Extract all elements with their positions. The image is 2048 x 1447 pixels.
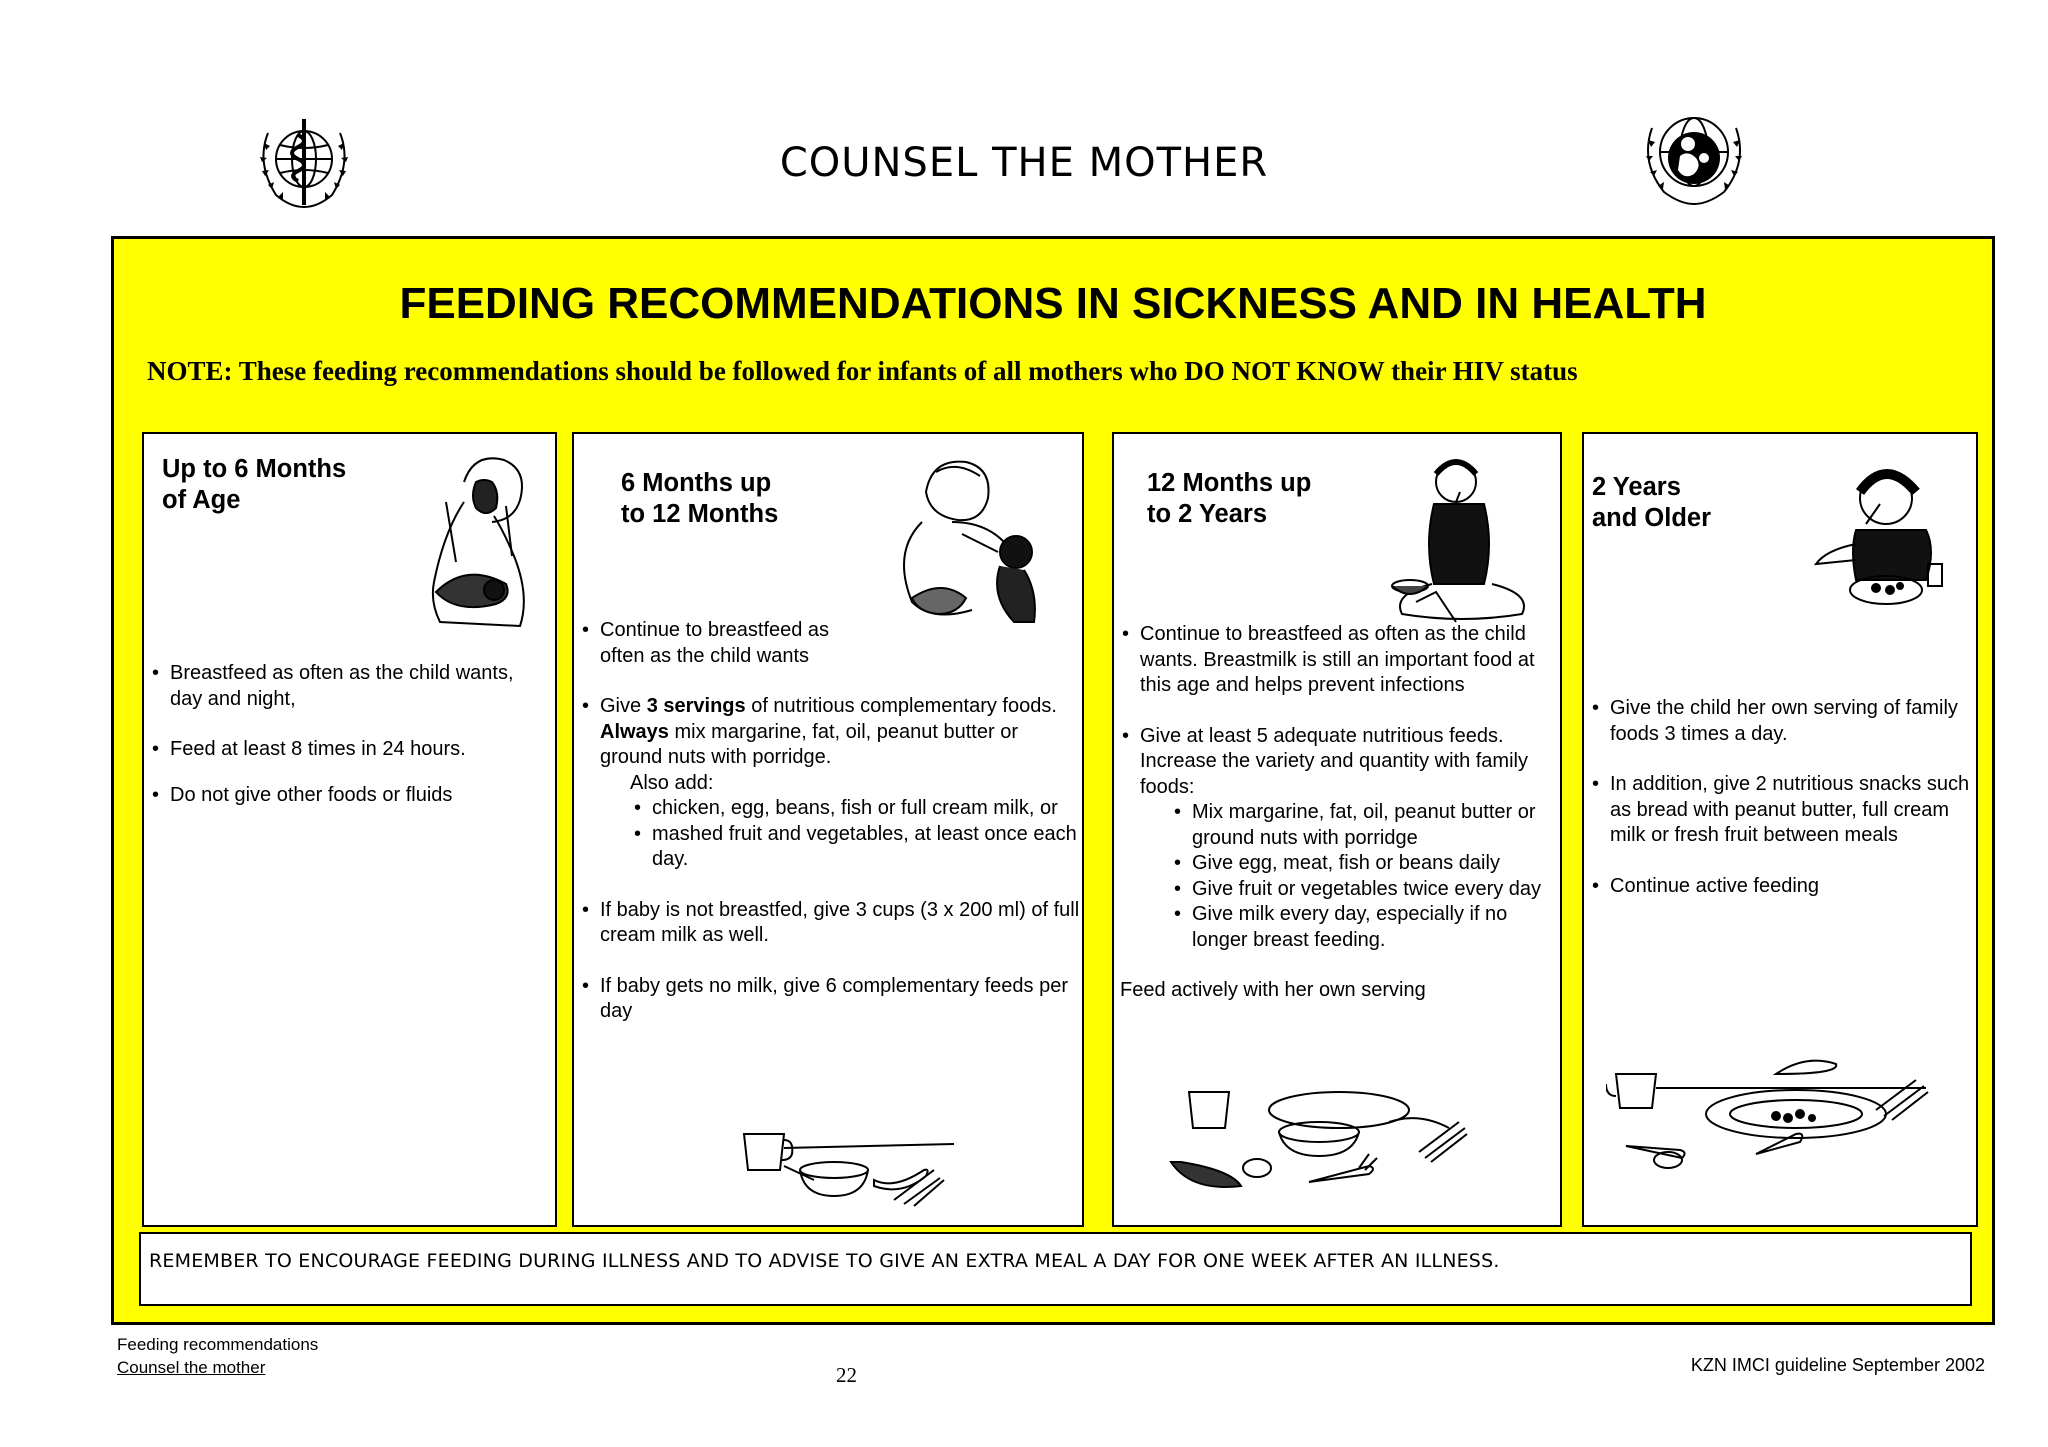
sub-list-item: • Mix margarine, fat, oil, peanut butter or ground nuts with porridge — [1172, 800, 1555, 851]
also-add-label: Also add: — [630, 771, 714, 794]
column-title-line: to 12 Months — [621, 500, 779, 528]
bold-text: Always — [600, 720, 669, 743]
text-run: mix margarine, fat, oil, peanut butter or ground nuts with porridge. — [600, 720, 1018, 768]
mother-breastfeeding-illustration — [406, 442, 536, 632]
column-title — [621, 468, 861, 530]
column-12-months-to-2-years — [1112, 432, 1562, 1227]
remember-text: REMEMBER TO ENCOURAGE FEEDING DURING ILLNESS AND TO ADVISE TO GIVE AN EXTRA MEAL A DAY FOR ONE WEEK AFTER AN ILLNESS. — [149, 1250, 1500, 1272]
sub-list-item: • Give egg, meat, fish or beans daily — [1172, 851, 1555, 877]
sub-list-item: • Give fruit or vegetables twice every day — [1172, 877, 1555, 903]
list-item: • Continue active feeding — [1590, 874, 1975, 900]
list-item: • If baby gets no milk, give 6 complementary feeds per day — [580, 974, 1080, 1025]
mother-spoon-feeding-illustration — [892, 452, 1052, 632]
plate-cup-vegetables-illustration — [1169, 1082, 1499, 1202]
unicef-emblem-icon — [1636, 106, 1752, 210]
list-item: • Continue to breastfeed as often as the child wants — [580, 618, 870, 669]
column-title — [1592, 472, 1832, 534]
column-title-line: Up to 6 Months — [162, 455, 347, 483]
text-run: Give at least 5 adequate nutritious feeds. Increase the variety and quantity with family foods: — [1140, 724, 1528, 798]
list-item: • Give the child her own serving of family foods 3 times a day. — [1590, 696, 1975, 747]
child-eating-own-plate-illustration — [1806, 464, 1966, 624]
bold-text: 3 servings — [646, 695, 746, 717]
column-2-years-and-older — [1582, 432, 1978, 1227]
list-item: • Continue to breastfeed as often as the child wants. Breastmilk is still an important food at this age and helps prevent infections — [1120, 622, 1555, 699]
family-meal-illustration — [1606, 1054, 1961, 1194]
column-title-line: of Age — [162, 486, 241, 514]
column-text — [1120, 622, 1555, 1004]
feeding-recommendations-panel — [111, 236, 1995, 1325]
hiv-status-note: NOTE: These feeding recommendations should be followed for infants of all mothers who DO NOT KNOW their HIV status — [147, 356, 1578, 386]
list-item: • Breastfeed as often as the child wants, day and night, — [150, 661, 550, 712]
column-title — [162, 454, 402, 516]
text-run: Give — [600, 695, 647, 717]
column-title-line: 2 Years — [1592, 473, 1681, 501]
footer-guideline-label: KZN IMCI guideline September 2002 — [1690, 1355, 1985, 1375]
footer-section-name: Feeding recommendations — [117, 1335, 319, 1354]
main-heading: FEEDING RECOMMENDATIONS IN SICKNESS AND IN HEALTH — [399, 279, 1707, 328]
column-title-line: to 2 Years — [1147, 500, 1268, 528]
column-up-to-6-months — [142, 432, 557, 1227]
column-title-line: and Older — [1592, 504, 1712, 532]
sub-list-item: • chicken, egg, beans, fish or full cream milk, or — [632, 796, 1080, 822]
column-title-line: 6 Months up — [621, 469, 772, 497]
toddler-eating-illustration — [1376, 452, 1556, 632]
column-6-to-12-months — [572, 432, 1084, 1227]
list-item — [580, 694, 1080, 873]
footer-left — [117, 1333, 318, 1379]
sub-list-item: • mashed fruit and vegetables, at least once each day. — [632, 822, 1080, 873]
text-run: of nutritious complementary foods. — [745, 695, 1057, 717]
column-title — [1147, 468, 1387, 530]
footer-counsel-link[interactable]: Counsel the mother — [117, 1358, 266, 1377]
list-item: • Feed at least 8 times in 24 hours. — [150, 737, 550, 763]
page-number: 22 — [836, 1363, 857, 1387]
closing-text: Feed actively with her own serving — [1120, 979, 1426, 1001]
list-item — [1120, 724, 1555, 954]
page-title: COUNSEL THE MOTHER — [779, 140, 1269, 186]
list-item: • If baby is not breastfed, give 3 cups (3 x 200 ml) of full cream milk as well. — [580, 898, 1080, 949]
list-item: • Do not give other foods or fluids — [150, 783, 550, 809]
cup-bowl-banana-vegetables-illustration — [724, 1114, 974, 1214]
remember-box — [139, 1232, 1972, 1306]
column-text — [1590, 696, 1975, 899]
column-text — [150, 661, 550, 808]
column-text — [580, 618, 1080, 1025]
sub-list-item: • Give milk every day, especially if no longer breast feeding. — [1172, 902, 1555, 953]
list-item: • In addition, give 2 nutritious snacks such as bread with peanut butter, full cream milk or fresh fruit between meals — [1590, 772, 1975, 849]
column-title-line: 12 Months up — [1147, 469, 1312, 497]
